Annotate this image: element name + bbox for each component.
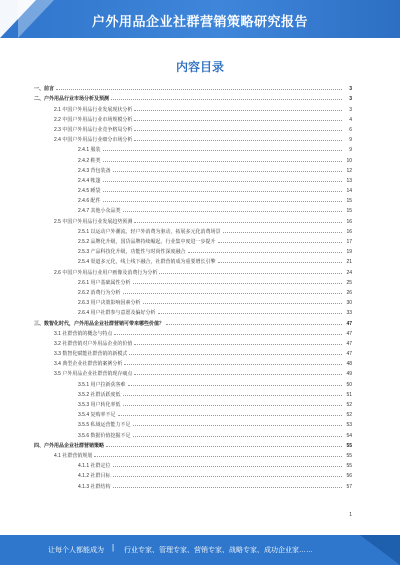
toc-leader-dots [118, 415, 342, 416]
toc-entry-page: 16 [346, 218, 352, 225]
toc-entry[interactable] [34, 357, 352, 367]
toc-leader-dots [123, 211, 342, 212]
toc-entry-label: 三、数智化时代，户外用品企业社群营销可带来哪些价值？ [34, 320, 165, 327]
toc-entry-page: 53 [346, 422, 352, 429]
toc-entry[interactable] [34, 194, 352, 204]
toc-leader-dots [103, 201, 342, 202]
toc-entry-label: 4.1.3 社群结构 [78, 483, 111, 490]
toc-leader-dots [133, 283, 342, 284]
toc-entry[interactable] [34, 408, 352, 418]
toc-entry-page: 15 [346, 208, 352, 215]
toc-entry[interactable] [34, 245, 352, 255]
footer-separator: | [112, 543, 115, 552]
toc-entry-label: 2.1 中国户外用品行业发展现状分析 [54, 106, 133, 113]
toc-leader-dots [94, 456, 342, 457]
toc-entry-label: 3.5.6 数据价值挖掘不足 [78, 432, 131, 439]
toc-leader-dots [56, 89, 342, 90]
toc-entry-page: 3 [349, 106, 352, 113]
toc-entry-page: 30 [346, 300, 352, 307]
toc-leader-dots [158, 313, 342, 314]
toc-entry-label: 2.4.1 服装 [78, 147, 101, 154]
toc-entry-label: 2.6.1 用户基础属性分析 [78, 279, 131, 286]
toc-entry-label: 2.6.4 用户社群参与意愿及偏好分析 [78, 310, 156, 317]
toc-entry-label: 2.4.7 其他小众品类 [78, 208, 121, 215]
toc-leader-dots [133, 425, 342, 426]
toc-entry[interactable] [34, 439, 352, 449]
toc-leader-dots [103, 181, 342, 182]
toc-entry-page: 56 [346, 473, 352, 480]
toc-entry-page: 6 [349, 126, 352, 133]
toc-entry-label: 3.2 社群营销对户外用品企业的价值 [54, 340, 133, 347]
toc-entry-page: 47 [346, 320, 352, 327]
toc-entry[interactable] [34, 153, 352, 163]
toc-entry-label: 2.6.3 用户决策影响因素分析 [78, 300, 141, 307]
toc-leader-dots [134, 344, 342, 345]
toc-entry-page: 49 [346, 371, 352, 378]
toc-entry[interactable] [34, 479, 352, 489]
toc-leader-dots [134, 222, 342, 223]
toc-leader-dots [103, 150, 342, 151]
toc-entry-page: 24 [346, 269, 352, 276]
toc-entry-label: 3.4 典型企业社群营销案例分析 [54, 361, 123, 368]
toc-leader-dots [128, 385, 342, 386]
toc-entry[interactable] [34, 214, 352, 224]
toc-entry-label: 4.1.2 社群目标 [78, 473, 111, 480]
toc-entry-label: 3.1 社群营销的概念与特点 [54, 330, 113, 337]
toc-entry-page: 3 [349, 96, 352, 103]
report-title: 户外用品企业社群营销策略研究报告 [91, 14, 308, 29]
toc-entry-label: 2.5 中国户外用品行业发展趋势预测 [54, 218, 133, 225]
toc-entry-page: 52 [346, 412, 352, 419]
toc-entry[interactable] [34, 225, 352, 235]
toc-entry[interactable] [34, 449, 352, 459]
toc-leader-dots [134, 130, 342, 131]
toc-entry-page: 17 [346, 239, 352, 245]
toc-leader-dots [113, 487, 342, 488]
toc-entry-page: 19 [346, 249, 352, 256]
toc-entry-page: 16 [346, 228, 352, 235]
toc-entry-page: 55 [346, 452, 352, 459]
toc-leader-dots [134, 140, 342, 141]
toc-entry-label: 2.3 中国户外用品行业竞争格局分析 [54, 126, 133, 133]
toc-entry-page: 47 [346, 351, 352, 358]
toc-entry-label: 3.3 数智化赋能社群营销的新模式 [54, 351, 128, 358]
report-header [0, 0, 400, 38]
toc-entry[interactable] [34, 102, 352, 112]
toc-leader-dots [188, 252, 342, 253]
toc-entry-label: 一、前言 [34, 86, 55, 93]
toc-entry-label: 3.5.2 社群活跃度低 [78, 391, 121, 398]
toc-entry[interactable] [34, 235, 352, 245]
toc-entry[interactable] [34, 306, 352, 316]
toc-entry[interactable] [34, 174, 352, 184]
toc-entry-page: 13 [346, 177, 352, 184]
toc-entry[interactable] [34, 428, 352, 438]
toc-leader-dots [114, 334, 342, 335]
toc-entry-label: 2.6 中国户外用品行业用户画像及消费行为分析 [54, 269, 158, 276]
toc-entry-page: 52 [346, 402, 352, 408]
toc-entry[interactable] [34, 377, 352, 387]
toc-leader-dots [134, 110, 342, 111]
toc-leader-dots [106, 446, 342, 447]
toc-entry-label: 2.4.5 睡袋 [78, 188, 101, 195]
toc-entry[interactable] [34, 286, 352, 296]
toc-leader-dots [223, 232, 342, 233]
toc-entry[interactable] [34, 92, 352, 102]
toc-entry-page: 33 [346, 310, 352, 317]
toc-entry-label: 4.1 社群营销规划 [54, 452, 93, 459]
toc-entry-page: 55 [346, 442, 352, 449]
toc-leader-dots [134, 120, 342, 121]
toc-entry-page: 55 [346, 463, 352, 470]
toc-entry-page: 14 [346, 188, 352, 195]
toc-entry-label: 2.4.4 帐篷 [78, 177, 101, 184]
toc-entry-label: 2.4.6 配件 [78, 198, 101, 205]
toc-entry-page: 4 [349, 116, 352, 123]
toc-entry-label: 2.6.2 消费行为分析 [78, 289, 121, 296]
toc-entry-page: 12 [346, 167, 352, 174]
toc-entry-label: 2.5.1 以运动户外潮流、轻户外消费为驱动，拓展多元化消费场景 [78, 228, 221, 235]
toc-leader-dots [133, 436, 342, 437]
toc-entry-label: 四、户外用品企业社群营销策略 [34, 442, 105, 449]
toc-entry-label: 4.1.1 社群定位 [78, 463, 111, 470]
toc-entry-page: 9 [349, 137, 352, 144]
toc-entry[interactable] [34, 255, 352, 265]
table-of-contents [34, 82, 352, 490]
toc-leader-dots [123, 395, 342, 396]
toc-entry[interactable] [34, 327, 352, 337]
toc-entry-page: 26 [346, 289, 352, 296]
toc-entry-page: 25 [346, 279, 352, 286]
toc-entry-page: 48 [346, 361, 352, 368]
toc-entry[interactable] [34, 204, 352, 214]
toc-entry[interactable] [34, 347, 352, 357]
toc-entry[interactable] [34, 418, 352, 428]
toc-entry[interactable] [34, 133, 352, 143]
toc-entry-label: 3.5 户外用品企业社群营销现存痛点 [54, 371, 133, 378]
toc-entry-page: 47 [346, 340, 352, 347]
toc-entry[interactable] [34, 316, 352, 326]
footer-slogan-right: 行业专家、管理专家、营销专家、战略专家、成功企业家…… [124, 547, 313, 554]
toc-leader-dots [113, 466, 342, 467]
footer-slogan-left: 让每个人都能成为 [48, 547, 104, 554]
toc-entry[interactable] [34, 469, 352, 479]
toc-leader-dots [218, 242, 342, 243]
toc-entry-page: 57 [346, 483, 352, 490]
toc-entry-page: 21 [346, 259, 352, 266]
toc-entry-label: 2.4.3 背包装备 [78, 167, 111, 174]
toc-entry-page: 10 [346, 157, 352, 164]
toc-entry-label: 3.5.5 私域运营能力不足 [78, 422, 131, 429]
toc-entry[interactable] [34, 459, 352, 469]
toc-entry-label: 3.5.4 复购率不足 [78, 412, 116, 419]
toc-entry-label: 2.5.4 渠道多元化，线上线下融合，社群营销成为重要增长引擎 [78, 259, 216, 266]
toc-leader-dots [123, 405, 342, 406]
toc-leader-dots [103, 161, 342, 162]
toc-entry[interactable] [34, 143, 352, 153]
toc-entry[interactable] [34, 398, 352, 408]
toc-entry-label: 3.5.3 用户转化率低 [78, 402, 121, 408]
toc-heading: 内容目录 [175, 60, 224, 74]
toc-entry-page: 15 [346, 198, 352, 205]
toc-entry-label: 2.5.3 产品科技化升级，功能性与时尚性深度融合 [78, 249, 186, 256]
toc-entry-page: 50 [346, 381, 352, 388]
toc-entry[interactable] [34, 123, 352, 133]
toc-entry[interactable] [34, 184, 352, 194]
toc-entry[interactable] [34, 164, 352, 174]
toc-leader-dots [218, 262, 342, 263]
toc-leader-dots [124, 364, 342, 365]
toc-leader-dots [113, 171, 342, 172]
toc-entry-label: 2.2 中国户外用品行业市场规模分析 [54, 116, 133, 123]
toc-entry[interactable] [34, 82, 352, 92]
toc-entry[interactable] [34, 276, 352, 286]
toc-leader-dots [134, 374, 342, 375]
toc-leader-dots [129, 354, 342, 355]
toc-entry-page: 54 [346, 432, 352, 439]
toc-entry-label: 2.4 中国户外用品行业细分市场分析 [54, 137, 133, 144]
footer-wedge-decoration [360, 535, 400, 565]
toc-entry-page: 47 [346, 330, 352, 337]
toc-leader-dots [103, 191, 342, 192]
toc-entry[interactable] [34, 388, 352, 398]
toc-entry-label: 2.5.2 品牌化升级，国货品牌持续崛起，行业集中度进一步提升 [78, 239, 216, 245]
toc-leader-dots [143, 303, 342, 304]
toc-entry[interactable] [34, 296, 352, 306]
toc-entry[interactable] [34, 367, 352, 377]
page-number: 1 [349, 512, 352, 518]
toc-entry-label: 2.4.2 鞋类 [78, 157, 101, 164]
toc-entry-label: 二、户外用品行业市场分析及预测 [34, 96, 110, 103]
toc-leader-dots [166, 324, 342, 325]
toc-leader-dots [123, 293, 342, 294]
toc-entry-label: 3.5.1 用户拉新获客难 [78, 381, 126, 388]
toc-entry[interactable] [34, 265, 352, 275]
report-footer [0, 535, 400, 565]
toc-entry-page: 3 [349, 86, 352, 93]
toc-entry-page: 9 [349, 147, 352, 154]
toc-entry[interactable] [34, 113, 352, 123]
toc-entry[interactable] [34, 337, 352, 347]
toc-leader-dots [111, 99, 342, 100]
toc-entry-page: 51 [346, 391, 352, 398]
toc-leader-dots [159, 273, 342, 274]
toc-leader-dots [113, 476, 342, 477]
